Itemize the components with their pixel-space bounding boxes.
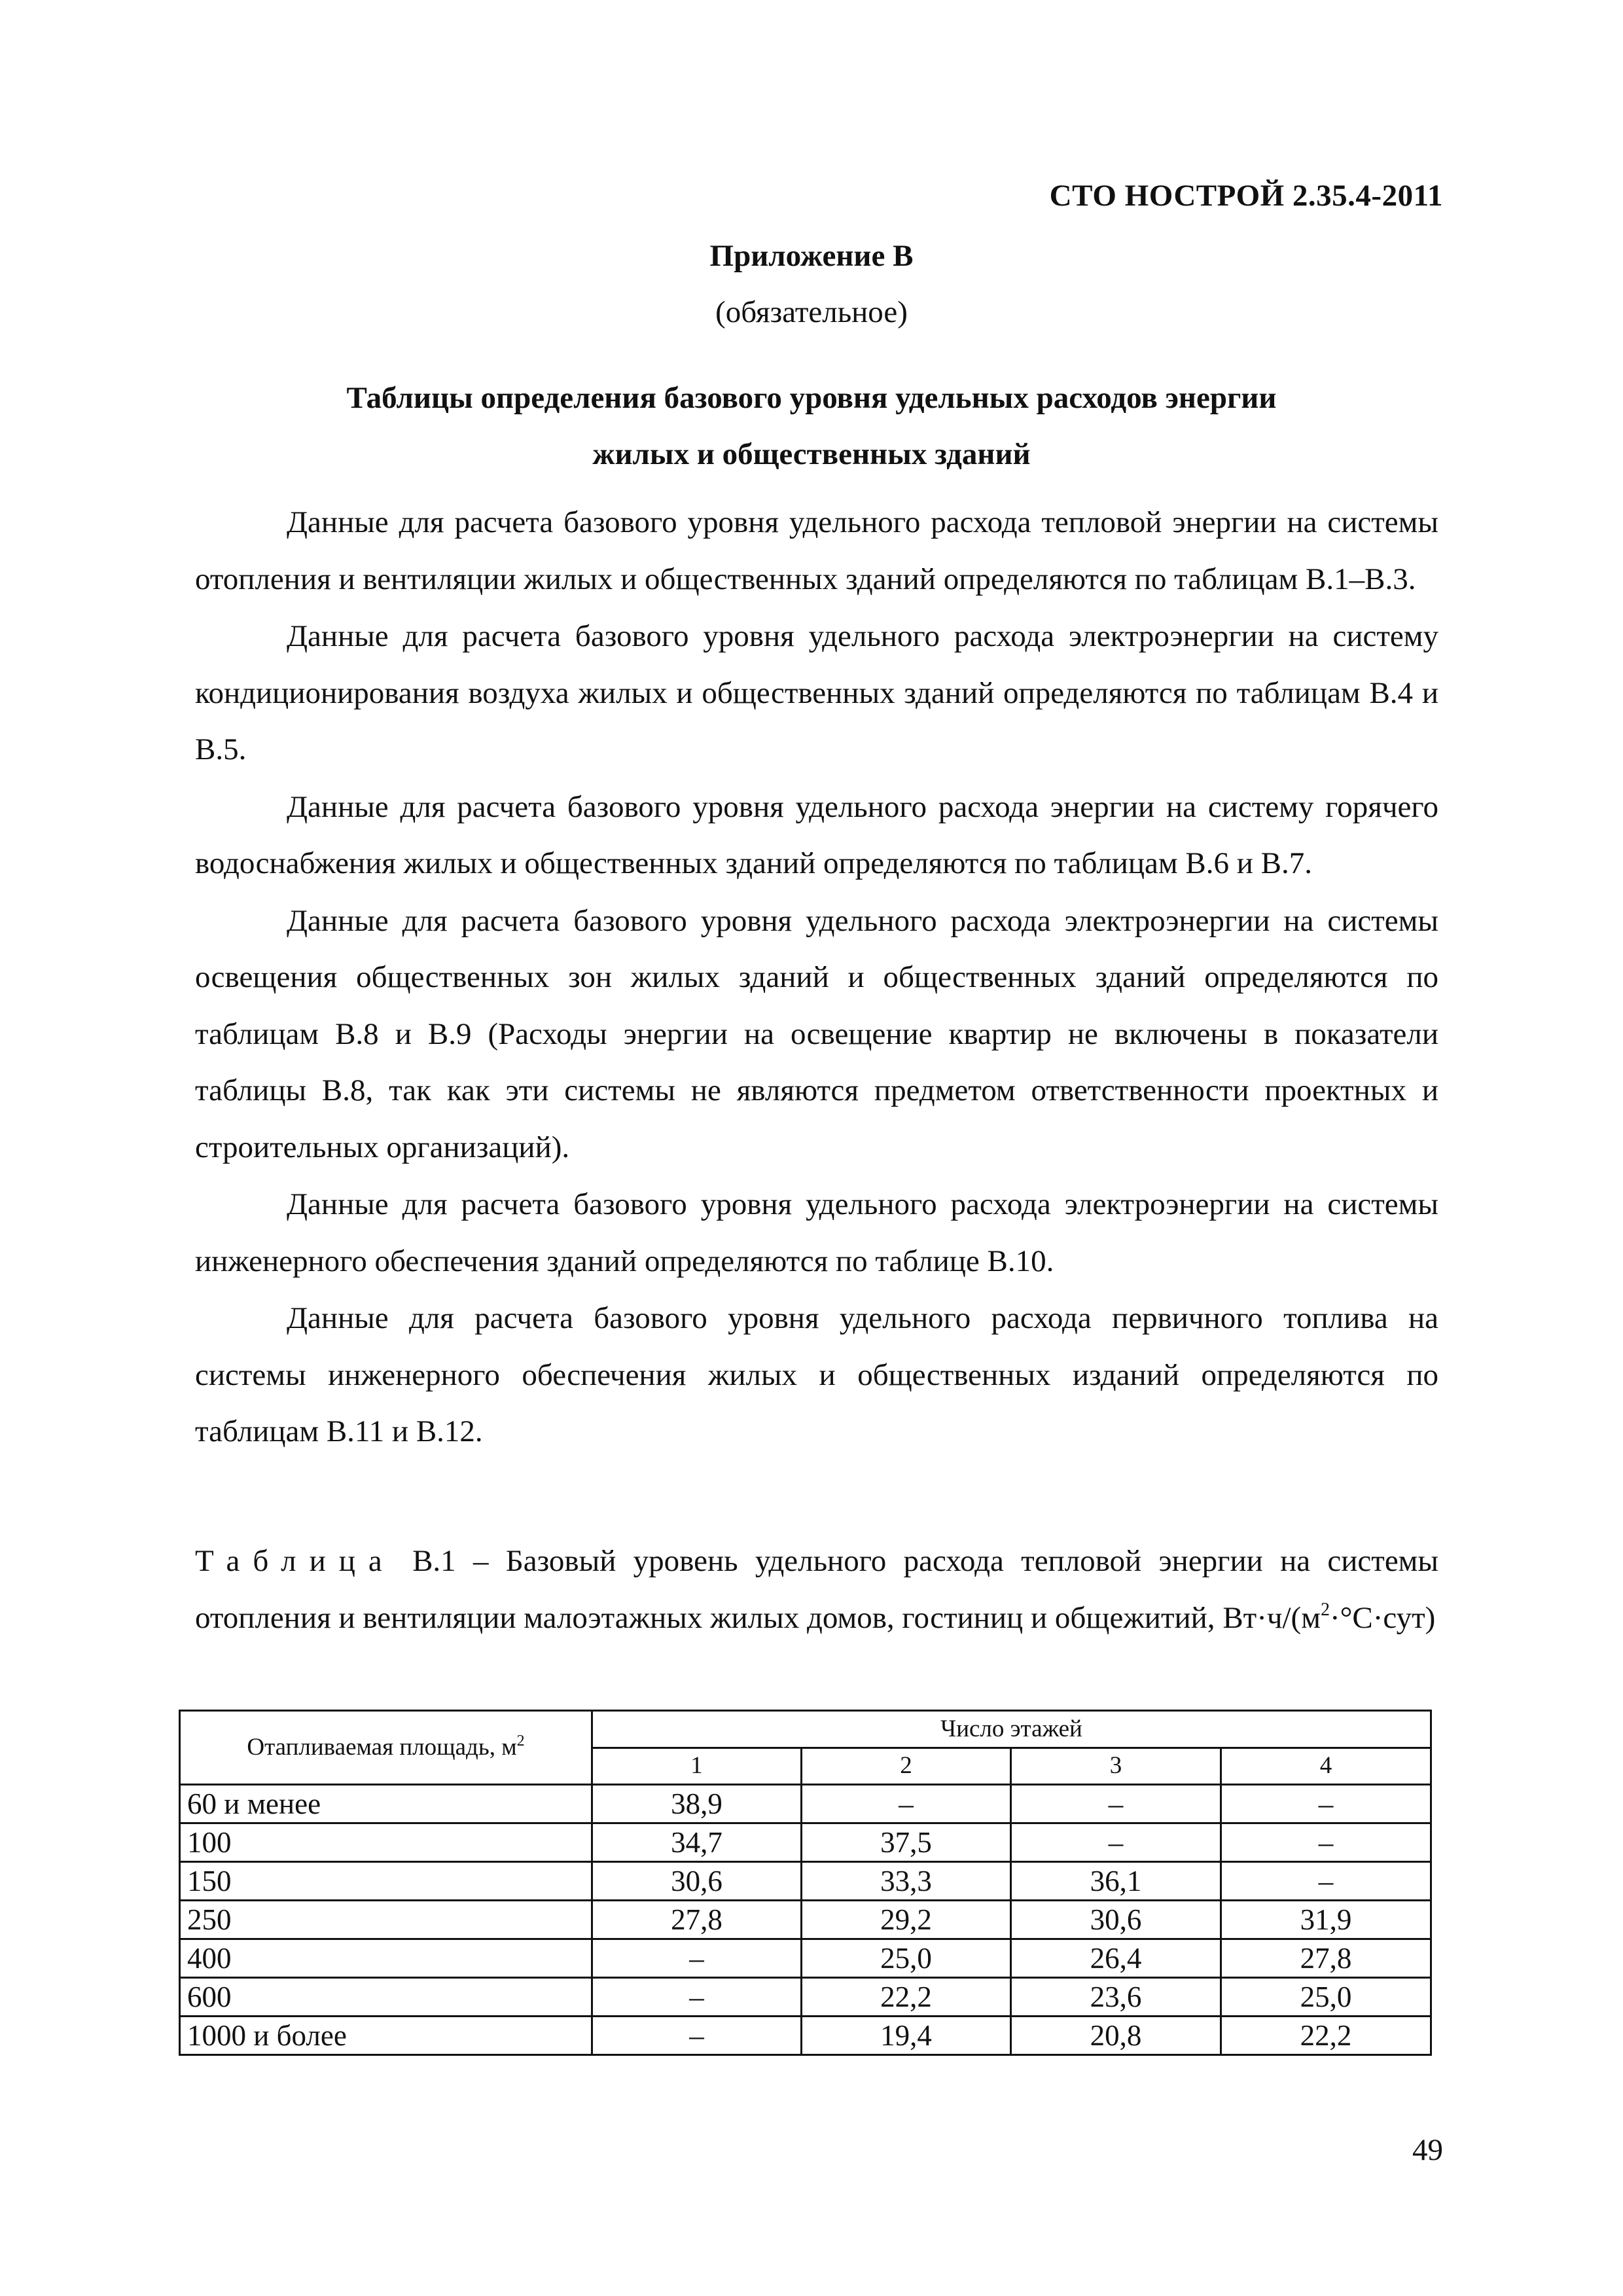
value-cell: 22,2: [1221, 2017, 1431, 2055]
table-caption-text: В.1 – Базовый уровень удельного расхода тепловой энергии на системы отопления и вентиляции малоэтажных жилых домов, гостиниц и общежитий,: [195, 1544, 1438, 1635]
value-cell: 38,9: [592, 1785, 802, 1823]
value-cell: 36,1: [1011, 1862, 1221, 1901]
area-cell: 250: [180, 1901, 592, 1939]
value-cell: 30,6: [592, 1862, 802, 1901]
area-cell: 400: [180, 1939, 592, 1978]
value-cell: –: [802, 1785, 1011, 1823]
area-cell: 60 и менее: [180, 1785, 592, 1823]
value-cell: 22,2: [802, 1978, 1011, 2017]
value-cell: 34,7: [592, 1823, 802, 1862]
column-header-floor-3: 3: [1011, 1748, 1221, 1785]
appendix-title: Приложение В: [709, 239, 914, 273]
value-cell: –: [1221, 1862, 1431, 1901]
paragraph: Данные для расчета базового уровня удельного расхода энергии на систему горячего водоснабжения жилых и общественных зданий определяются по таблицам В.6 и В.7.: [195, 789, 1438, 880]
table-row: [180, 2017, 1431, 2055]
body-text: [195, 494, 1438, 1461]
page-number: 49: [1412, 2133, 1443, 2167]
area-cell: 1000 и более: [180, 2017, 592, 2055]
energy-table: [179, 1710, 1432, 2056]
value-cell: 26,4: [1011, 1939, 1221, 1978]
paragraph: Данные для расчета базового уровня удельного расхода электроэнергии на системы инженерного обеспечения зданий определяются по таблице В.10.: [195, 1187, 1438, 1278]
value-cell: –: [1221, 1785, 1431, 1823]
value-cell: –: [1011, 1785, 1221, 1823]
area-cell: 600: [180, 1978, 592, 2017]
table-caption: [195, 1533, 1438, 1646]
column-header-floor-1: 1: [592, 1748, 802, 1785]
paragraph: Данные для расчета базового уровня удельного расхода электроэнергии на систему кондиционирования воздуха жилых и общественных зданий определяются по таблицам В.4 и В.5.: [195, 619, 1438, 766]
section-heading: [249, 370, 1374, 482]
value-cell: –: [1221, 1823, 1431, 1862]
value-cell: 27,8: [1221, 1939, 1431, 1978]
table-row: [180, 1901, 1431, 1939]
value-cell: 25,0: [802, 1939, 1011, 1978]
table-row: [180, 1862, 1431, 1901]
table-row: [180, 1978, 1431, 2017]
section-heading-line-1: Таблицы определения базового уровня удельных расходов энергии: [346, 381, 1277, 415]
appendix-note: (обязательное): [715, 295, 908, 329]
table-caption-unit-suffix: ·°С·сут): [1329, 1600, 1436, 1635]
value-cell: 19,4: [802, 2017, 1011, 2055]
column-header-floor-4: 4: [1221, 1748, 1431, 1785]
table-caption-label: Таблица: [195, 1544, 395, 1578]
energy-table-container: [179, 1710, 1430, 2056]
value-cell: 25,0: [1221, 1978, 1431, 2017]
value-cell: –: [592, 2017, 802, 2055]
document-id: СТО НОСТРОЙ 2.35.4-2011: [1049, 179, 1443, 213]
value-cell: 27,8: [592, 1901, 802, 1939]
value-cell: –: [592, 1939, 802, 1978]
table-caption-unit-sup: 2: [1320, 1599, 1330, 1620]
column-header-area: Отапливаемая площадь, $м^2$: [180, 1711, 592, 1785]
value-cell: 30,6: [1011, 1901, 1221, 1939]
column-header-floors: Число этажей: [592, 1711, 1431, 1748]
column-header-floor-2: 2: [802, 1748, 1011, 1785]
value-cell: 20,8: [1011, 2017, 1221, 2055]
table-row: [180, 1939, 1431, 1978]
value-cell: 33,3: [802, 1862, 1011, 1901]
paragraph: Данные для расчета базового уровня удельного расхода тепловой энергии на системы отопления и вентиляции жилых и общественных зданий определяются по таблицам В.1–В.3.: [195, 505, 1438, 596]
area-cell: 100: [180, 1823, 592, 1862]
value-cell: 23,6: [1011, 1978, 1221, 2017]
section-heading-line-2: жилых и общественных зданий: [592, 437, 1031, 471]
table-caption-unit-prefix: Вт·ч/(м: [1222, 1600, 1321, 1635]
value-cell: –: [1011, 1823, 1221, 1862]
value-cell: 37,5: [802, 1823, 1011, 1862]
value-cell: –: [592, 1978, 802, 2017]
table-row: [180, 1823, 1431, 1862]
paragraph: Данные для расчета базового уровня удельного расхода электроэнергии на системы освещения общественных зон жилых зданий и общественных зданий определяются по таблицам В.8 и В.9 (Расходы энергии на освещение квартир не включены в показатели таблицы В.8, так как эти системы не являются предметом ответственности проектных и строительных организаций).: [195, 903, 1438, 1164]
value-cell: 31,9: [1221, 1901, 1431, 1939]
area-cell: 150: [180, 1862, 592, 1901]
table-row: [180, 1785, 1431, 1823]
value-cell: 29,2: [802, 1901, 1011, 1939]
paragraph: Данные для расчета базового уровня удельного расхода первичного топлива на системы инженерного обеспечения жилых и общественных изданий определяются по таблицам В.11 и В.12.: [195, 1301, 1438, 1448]
